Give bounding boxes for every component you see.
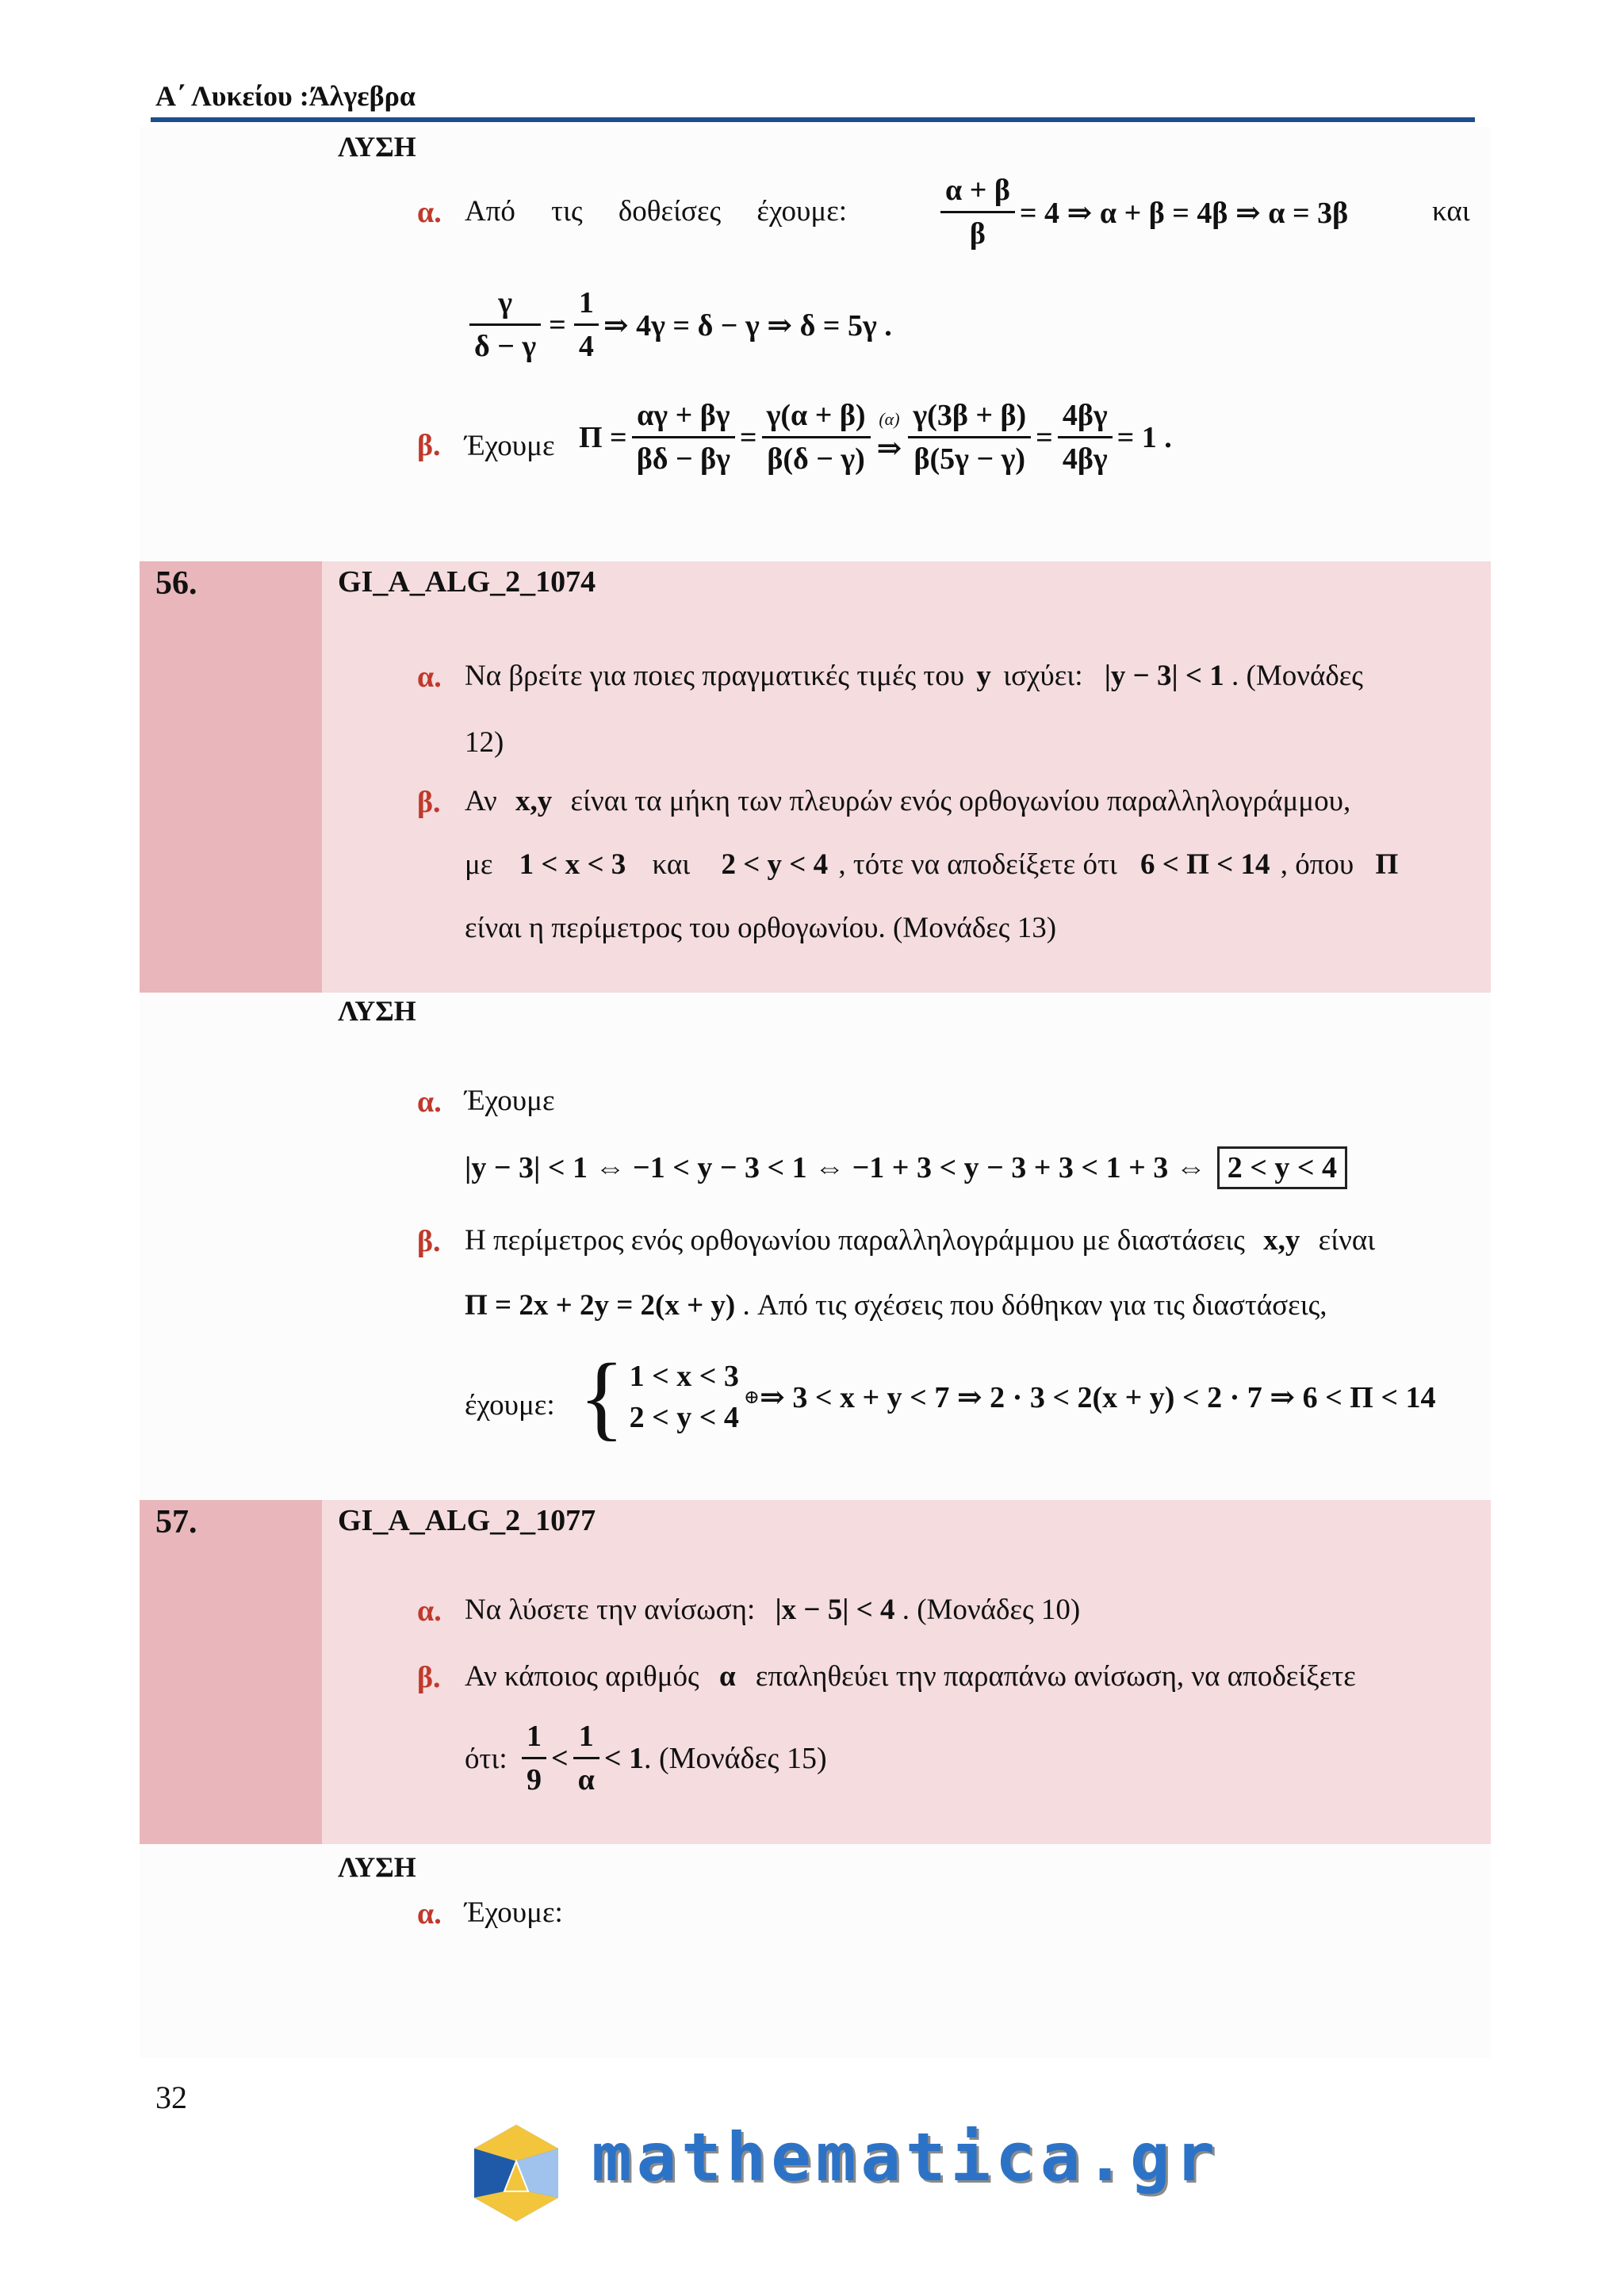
p56-b-line2 xyxy=(465,845,1475,885)
p57-a-text1: Να λύσετε την ανίσωση: xyxy=(465,1594,756,1626)
sol56-a-chain-text: |y − 3| < 1 ⇔ −1 < y − 3 < 1 ⇔ −1 + 3 < y − 3 + 3 < 1 + 3 ⇔ xyxy=(465,1151,1206,1184)
sol56-b-text4: έχουμε: xyxy=(465,1389,555,1422)
p57-b-text1: Αν κάποιος αριθμός xyxy=(465,1660,699,1693)
solution-heading: ΛΥΣΗ xyxy=(338,1851,416,1883)
p57-b-text2: επαληθεύει την παραπάνω ανίσωση, να αποδείξετε xyxy=(755,1660,1356,1693)
implies-with-note xyxy=(877,409,902,466)
sol56-b-line2 xyxy=(465,1286,1475,1326)
polyhedron-icon xyxy=(465,2122,568,2225)
problem-56-number: 56. xyxy=(155,565,197,602)
brace-icon: { xyxy=(579,1344,625,1449)
fraction-numerator: γ xyxy=(469,285,541,326)
p57-b-fraction-1 xyxy=(522,1719,546,1797)
p57-b-text4: . (Μονάδες 15) xyxy=(644,1741,827,1775)
sol56-b-line1 xyxy=(465,1221,1475,1261)
fraction-denominator: β(δ − γ) xyxy=(767,442,865,476)
p56-b-text2: είναι τα μήκη των πλευρών ενός ορθογωνίου παραλληλογράμμου, xyxy=(570,785,1351,817)
sol55-a2-rest: ⇒ 4γ = δ − γ ⇒ δ = 5γ . xyxy=(603,308,892,342)
sol55-a2-fraction-2 xyxy=(574,285,599,364)
sol55-b-pi: Π = xyxy=(579,420,627,454)
fraction-numerator: γ(α + β) xyxy=(762,398,871,438)
p56-a-var: y xyxy=(976,660,991,692)
p56-b-line3: είναι η περίμετρος του ορθογωνίου. (Μονάδες 13) xyxy=(465,912,1057,944)
p57-b-fraction-2 xyxy=(573,1719,599,1797)
sol57-a-label: α. xyxy=(417,1897,442,1931)
sol55-a-fraction xyxy=(940,173,1015,251)
problem-56-code: GI_A_ALG_2_1074 xyxy=(338,565,596,599)
sol56-b-label: β. xyxy=(417,1225,441,1258)
sol56-b-text1: Η περίμετρος ενός ορθογωνίου παραλληλογράμμου με διαστάσεις xyxy=(465,1224,1245,1257)
p56-b-text1: Αν xyxy=(465,785,497,817)
problem-56-number-cell xyxy=(140,561,322,993)
p57-b-math xyxy=(517,1719,827,1797)
p57-a-line xyxy=(465,1590,1080,1630)
p56-b-m4: Π xyxy=(1375,848,1399,881)
p57-a-label: α. xyxy=(417,1594,442,1628)
sol55-b-fraction-1 xyxy=(632,398,735,476)
sol56-a-boxed-result: 2 < y < 4 xyxy=(1217,1146,1347,1189)
fraction-numerator: 1 xyxy=(522,1719,546,1759)
sol56-b-system xyxy=(579,1344,1436,1449)
p56-b-m3: 6 < Π < 14 xyxy=(1140,848,1270,881)
sol56-b-text3: . Από τις σχέσεις που δόθηκαν για τις διαστάσεις, xyxy=(742,1289,1327,1322)
p57-a-text2: . (Μονάδες 10) xyxy=(902,1594,1081,1626)
p57-b-var: α xyxy=(718,1660,736,1693)
fraction-denominator: 4βγ xyxy=(1062,442,1108,476)
sol55-a-math xyxy=(936,173,1348,251)
fraction-numerator: αγ + βγ xyxy=(632,398,735,438)
solution-heading: ΛΥΣΗ xyxy=(338,995,416,1027)
fraction-denominator: β xyxy=(969,217,986,251)
system-line-1: 1 < x < 3 xyxy=(629,1360,739,1393)
fraction-denominator: β(5γ − γ) xyxy=(914,442,1026,476)
sol55-b-fraction-3 xyxy=(908,398,1031,476)
p56-a-text2: ισχύει: xyxy=(1003,660,1083,692)
sol55-a2-fraction-1 xyxy=(469,285,541,364)
problem-57-number-cell xyxy=(140,1500,322,1844)
p56-a-text1: Να βρείτε για ποιες πραγματικές τιμές του xyxy=(465,660,965,692)
sol55-b-label: β. xyxy=(417,429,441,462)
fraction-numerator: 1 xyxy=(574,285,599,326)
fraction-numerator: 1 xyxy=(573,1719,599,1759)
equals-sign: = xyxy=(739,420,757,454)
sol56-b-chain: ⇒ 3 < x + y < 7 ⇒ 2 · 3 < 2(x + y) < 2 · 7 ⇒ 6 < Π < 14 xyxy=(760,1381,1436,1414)
fraction-denominator: 9 xyxy=(527,1763,542,1797)
p56-b-m1: 1 < x < 3 xyxy=(519,848,626,881)
fraction-denominator: δ − γ xyxy=(474,330,537,363)
p56-a-line1 xyxy=(465,656,1475,696)
p57-b-label: β. xyxy=(417,1661,441,1694)
p57-b-line1 xyxy=(465,1657,1475,1697)
p56-b-text3: με xyxy=(465,848,493,881)
equals-sign: = xyxy=(1036,420,1053,454)
oplus-arrow xyxy=(744,1386,760,1409)
sol55-b-text: Έχουμε xyxy=(465,430,555,462)
problem-57-code: GI_A_ALG_2_1077 xyxy=(338,1504,596,1537)
sol55-b-fraction-4 xyxy=(1058,398,1113,476)
less-than: < xyxy=(551,1741,569,1775)
sol57-a-text: Έχουμε: xyxy=(465,1896,563,1929)
p57-a-math: |x − 5| < 4 xyxy=(775,1594,895,1626)
sol56-a-chain xyxy=(465,1146,1347,1189)
sol55-a-and: και xyxy=(1432,195,1470,228)
p56-a-text3: . (Μονάδες xyxy=(1231,660,1363,692)
sol56-a-label: α. xyxy=(417,1085,442,1119)
p56-a-line2: 12) xyxy=(465,726,504,759)
p56-a-label: α. xyxy=(417,660,442,694)
p56-b-m2: 2 < y < 4 xyxy=(721,848,829,881)
header-rule xyxy=(151,117,1475,122)
p56-b-text5: , τότε να αποδείξετε ότι xyxy=(838,848,1117,881)
fraction-numerator: α + β xyxy=(940,173,1015,213)
oplus-icon: ⊕ xyxy=(743,1387,760,1408)
sol55-a-text xyxy=(465,192,909,232)
p56-b-text6: , όπου xyxy=(1280,848,1354,881)
fraction-denominator: α xyxy=(577,1763,595,1797)
p56-b-line1 xyxy=(465,782,1350,821)
p56-a-math: |y − 3| < 1 xyxy=(1104,660,1224,692)
implies-arrow-icon: ⇒ xyxy=(876,431,902,465)
sol55-b-math xyxy=(579,398,1172,476)
sol56-b-text2: είναι xyxy=(1318,1224,1376,1257)
fraction-numerator: 4βγ xyxy=(1058,398,1113,438)
equals-sign: = xyxy=(549,308,566,342)
p57-b-end: < 1 xyxy=(603,1741,645,1775)
sol55-a-text-line: Από τις δοθείσες έχουμε: xyxy=(465,195,848,228)
sol56-b-vars: x,y xyxy=(1263,1224,1300,1257)
problem-57-number: 57. xyxy=(155,1504,197,1540)
p57-b-text3: ότι: xyxy=(465,1743,508,1775)
fraction-numerator: γ(3β + β) xyxy=(908,398,1031,438)
fraction-denominator: 4 xyxy=(578,330,594,363)
solution-heading: ΛΥΣΗ xyxy=(338,131,416,163)
sol55-a2-math xyxy=(465,285,892,364)
sol56-b-formula: Π = 2x + 2y = 2(x + y) xyxy=(465,1289,736,1322)
p56-b-label: β. xyxy=(417,786,441,819)
p56-b-vars: x,y xyxy=(515,785,553,817)
fraction-denominator: βδ − βγ xyxy=(636,442,730,476)
sol55-a-rest: = 4 ⇒ α + β = 4β ⇒ α = 3β xyxy=(1019,196,1349,230)
sol56-a-text: Έχουμε xyxy=(465,1085,555,1117)
arrow-note: (α) xyxy=(879,408,900,429)
p56-b-text4: και xyxy=(652,848,691,881)
system-line-2: 2 < y < 4 xyxy=(629,1401,739,1434)
header-title: Α΄ Λυκείου :Άλγεβρα xyxy=(155,80,416,112)
system-lines xyxy=(630,1356,739,1438)
sol55-b-end: = 1 . xyxy=(1116,420,1172,454)
sol55-a-label: α. xyxy=(417,196,442,229)
page-number: 32 xyxy=(155,2080,187,2115)
site-logo-text: mathematica.gr xyxy=(592,2118,1220,2196)
sol55-b-fraction-2 xyxy=(762,398,871,476)
